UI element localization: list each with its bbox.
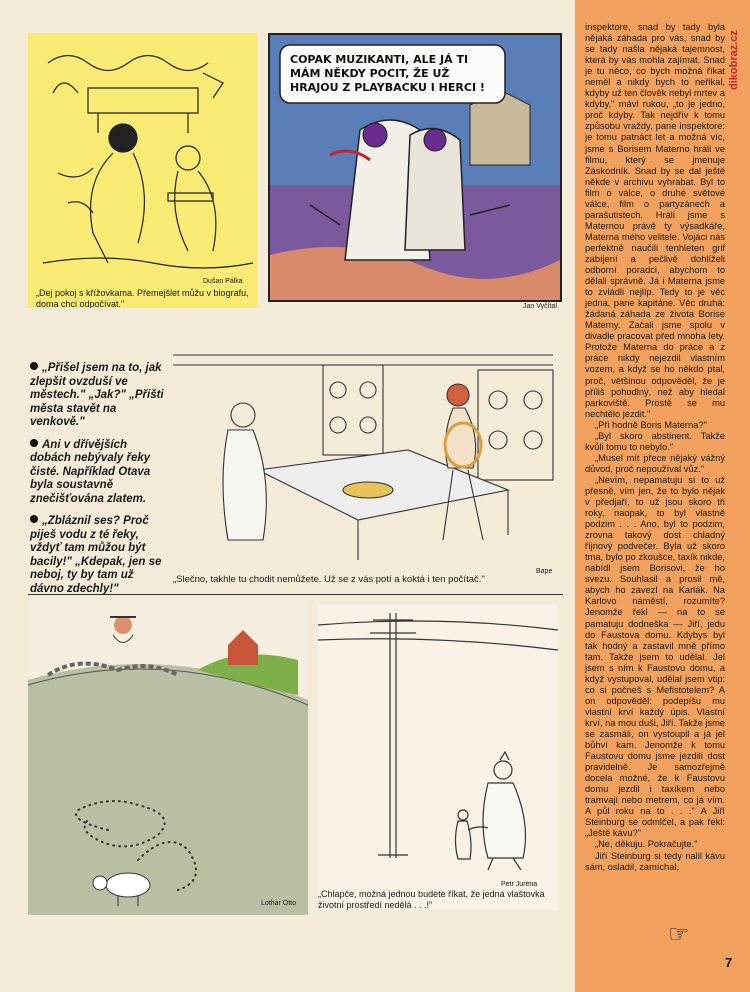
story-column bbox=[585, 22, 725, 873]
cartoon-office bbox=[168, 330, 558, 588]
musicians-credit: Jan Vyčítal bbox=[523, 303, 557, 310]
office-illustration bbox=[168, 330, 558, 570]
story-paragraph: „Při hodně Boris Materna?" bbox=[595, 419, 707, 430]
story-paragraph: „Musel mít přece nějaký vážný důvod, proč nepoužíval vůz." bbox=[585, 452, 725, 474]
story-paragraph: Jiří Steinburg si tedy nalil kávu sám, osladil, zamíchal, bbox=[585, 850, 725, 872]
cartoon-pole bbox=[318, 605, 558, 910]
jokes-list bbox=[30, 362, 165, 605]
cartoon-hill bbox=[28, 600, 308, 915]
office-caption: „Slečno, takhle tu chodit nemůžete. Už se z vás potí a koktá i ten počítač." bbox=[173, 574, 485, 585]
bullet-icon bbox=[30, 515, 38, 523]
story-paragraph: „Ne, děkuju. Pokračujte." bbox=[595, 839, 698, 850]
section-divider bbox=[28, 594, 563, 595]
story-paragraph: inspektore, snad by tady byla nějaká záhada pro vás, snad by se tady našla nějaká tajemnost, která by vás mohla zajímat. Snad je tu něco, co bych možná říkat neměl a nikdy bych to neřikal, kdyby už ten člověk nebyl mrtev a kdyby," mávl rukou, „to je jedno, proč kdyby. Tak nejdřív k tomu způsobu vraždy, pane inspektore: je tomu patnáct let a možná víc, jsme s Borisem Materno hráli ve filmu, který se jmenuje Záskodník. Snad by se dal ještě někde v archivu vyhrabat. Byl to film o válce, o druhé světové válce, film o partyzánech a parašutistech. Hráli jsme s Maternou právě ty výsadkáře, Materna mého velitele. Vojáci nás perfektně naučili tenhleten grif zabíjení a pečlivě dohlíželi odborní poradci, abychom to dělali správně. Já i Materna jsme to zvládli nejlíp. Tedy to je věc jedna, pane kapitáne. Věc druhá: žádaná záhada ze života Borise Materny. Začali jsme spolu v divadle pracovat před mnoha lety. Protože Materna do práce a z práce nikdy nejezdil vlastním vozem, a když se ho někdo ptal, proč, většinou odpověděl, že je příliš pohodlný, než aby hledal parkoviště. Prostě se mu nechtělo jezdit." bbox=[585, 22, 725, 419]
bullet-icon bbox=[30, 362, 38, 370]
pole-caption: „Chlapče, možná jednou budete říkat, že jedna vlaštovka životní prostředí nedělá . . .!" bbox=[318, 889, 545, 910]
joke-item: „Přišel jsem na to, jak zlepšit ovzduší ve městech." „Jak?" „Přišti města stavět na venkově." bbox=[30, 362, 164, 428]
chess-illustration bbox=[28, 33, 258, 308]
pole-illustration bbox=[318, 605, 558, 875]
chess-credit: Dušan Pálka bbox=[203, 278, 243, 285]
office-credit: Bape bbox=[536, 568, 553, 575]
hill-credit: Lothar Otto bbox=[261, 900, 297, 907]
cartoon-chess bbox=[28, 33, 258, 308]
chess-caption: „Dej pokoj s křížovkama. Přemejšlet můžu v biografu, doma chci odpočívat." bbox=[36, 288, 249, 308]
pole-credit: Petr Jurena bbox=[501, 881, 538, 888]
joke-item: Ani v dřívějších dobách nebývaly řeky čisté. Například Otava byla soustavně znečišťována zlatem. bbox=[30, 438, 151, 505]
site-logo: dikobraz.cz bbox=[728, 30, 740, 90]
story-paragraph: „Byl skoro abstinent. Takže kvůli tomu to nebylo." bbox=[585, 430, 725, 452]
pointing-hand-icon: ☞ bbox=[668, 921, 690, 948]
story-paragraph: „Nevím, nepamatuju si to už přesně, vím jen, že to bylo nějak v předjaří, to už jsou skoro tři roky, naopak, to byl vlastně podzim . . . Ano, byl to podzim, zrovna takový dost chladný říjnový podvečer. Byla už skoro tma, bylo po zkoušce, taxík nikde, nabídl jsem Borisovi, že ho svezu. Souhlasil a prosil mě, abych ho zavezl na Karlák. Na Karlovo náměstí, rozumíte? Jenomže řekl — na to se pamatuju dodneška — Jiří, jedu do Faustova domu. Kdybys byl tak hodný a zastavil mně přímo tam. Takže jsem to udělal. Jel jsem s ním k Faustovu domu, a když vystupoval, udělal jsem vtip: co si počneš s Mefistotelem? A on odpověděl: podepíšu mu vlastní krví každý úpis. Vlastní krví, na mou duši, Jiří. Takže jsme se zasmáli, on vystoupil a já jel bůhví kam. Jenomže k tomu Faustovu domu jsme jezdili dost pravidelně. Je samozřejmě docela možné, že k Faustovu domu jezdil i taxíkem nebo tramvají nebo metrem, co já vím. A půl roku na to . . ." A Jiří Steinburg se odmlčel, a pak řekl: „Ještě kávu?" bbox=[585, 474, 725, 839]
musicians-speech-bubble: COPAK MUZIKANTI, ALE JÁ TI MÁM NĚKDY POCIT, ŽE UŽ HRAJOU Z PLAYBACKU I HERCI ! bbox=[290, 53, 485, 94]
cartoon-musicians bbox=[268, 33, 562, 302]
joke-item: „Zbláznil ses? Proč piješ vodu z té řeky, vždyť tam můžou být bacily!" „Kdepak, jen se neboj, ty by tam už dávno zdechly!" bbox=[30, 515, 162, 595]
hill-illustration bbox=[28, 600, 308, 915]
page-number: 7 bbox=[725, 955, 733, 970]
bullet-icon bbox=[30, 439, 38, 447]
